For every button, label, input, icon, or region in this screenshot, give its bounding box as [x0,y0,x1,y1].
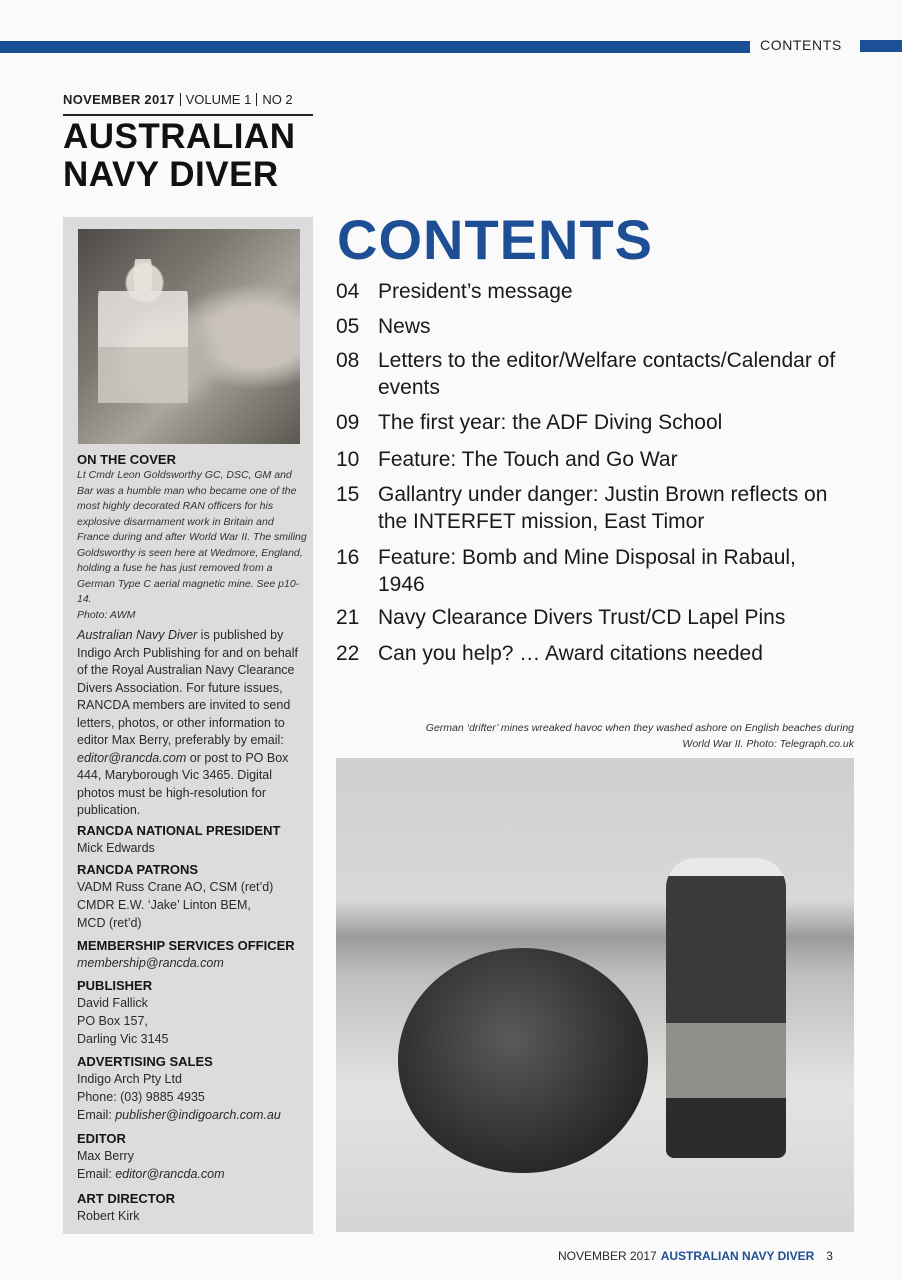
cover-text [77,468,307,623]
toc-item[interactable] [336,604,856,631]
toc-title: President’s message [378,280,573,303]
masthead-line-2: NAVY DIVER [63,155,279,194]
president-section [77,822,307,857]
photo-caption-line-2: World War II. Photo: Telegraph.co.uk [682,737,854,750]
toc-title: Gallantry under danger: Justin Brown reflects on the INTERFET mission, East Timor [378,483,828,533]
membership-email-link[interactable]: membership@rancda.com [77,956,224,970]
top-rule-right [860,40,902,52]
publication-text-2: or post to PO Box 444, Maryborough Vic 3465. Digital photos must be high-resolution for publication. [77,750,289,817]
cover-heading: ON THE COVER [77,452,176,467]
art-director-section [77,1190,307,1225]
toc-item[interactable] [336,278,856,305]
president-heading: RANCDA NATIONAL PRESIDENT [77,823,281,838]
toc-title: Navy Clearance Divers Trust/CD Lapel Pins [378,606,786,629]
editor-name: Max Berry [77,1149,134,1163]
patron-2-cont: MCD (ret’d) [77,916,142,930]
ads-section [77,1053,307,1124]
officer-figure [666,858,786,1158]
ads-email-label: Email: [77,1108,112,1122]
toc-item[interactable] [336,347,856,401]
ads-heading: ADVERTISING SALES [77,1054,213,1069]
toc-page-number: 10 [336,448,360,471]
ads-company: Indigo Arch Pty Ltd [77,1072,182,1086]
issue-date: NOVEMBER 2017 [63,92,175,107]
toc-title: Letters to the editor/Welfare contacts/Calendar of events [378,349,836,399]
ads-email-row [77,1106,307,1124]
section-label: CONTENTS [760,37,842,53]
publisher-address-1: PO Box 157, [77,1014,148,1028]
president-name: Mick Edwards [77,841,155,855]
toc-page-number: 16 [336,546,360,569]
issue-volume: VOLUME 1 [185,92,252,107]
publisher-name: David Fallick [77,996,148,1010]
footer-title: AUSTRALIAN NAVY DIVER [660,1249,815,1263]
toc-item[interactable] [336,409,856,436]
publication-text: is published by Indigo Arch Publishing for and on behalf of the Royal Australian Navy Clearance Divers Association. For future issues, RANCDA members are invited to send letters, photos, or other information to editor Max Berry, preferably by email: [77,628,298,747]
art-director-name: Robert Kirk [77,1209,140,1223]
page-number: 3 [826,1249,833,1263]
divider [256,93,257,106]
contents-title: CONTENTS [337,208,653,271]
toc-page-number: 09 [336,411,360,434]
toc-page-number: 22 [336,642,360,665]
publisher-section [77,977,307,1048]
toc-page-number: 15 [336,483,360,506]
toc-page-number: 05 [336,315,360,338]
editor-email-link[interactable]: editor@rancda.com [115,1167,225,1181]
cover-section [77,451,307,623]
divider [180,93,181,106]
cover-credit: Photo: AWM [77,608,136,621]
toc-item[interactable] [336,313,856,340]
toc-page-number: 21 [336,606,360,629]
toc-title: Can you help? … Award citations needed [378,642,763,665]
cover-photo [78,229,300,444]
toc-title: News [378,315,431,338]
toc-title: Feature: Bomb and Mine Disposal in Rabaul, 1946 [378,546,796,596]
footer-date: NOVEMBER 2017 [558,1249,657,1263]
art-director-heading: ART DIRECTOR [77,1191,175,1206]
sea-mine-figure [398,948,648,1173]
editor-section [77,1130,307,1183]
issue-line [63,92,293,107]
publication-email-link[interactable]: editor@rancda.com [77,750,187,765]
cover-photo-figure [98,259,188,419]
publication-title: Australian Navy Diver [77,628,198,642]
publication-info [77,627,307,820]
toc-page-number: 04 [336,280,360,303]
top-rule-left [0,41,750,53]
toc-item[interactable] [336,446,856,473]
toc-item[interactable] [336,544,856,598]
toc-title: The first year: the ADF Diving School [378,411,723,434]
toc-title: Feature: The Touch and Go War [378,448,678,471]
masthead-rule [63,114,313,116]
membership-heading: MEMBERSHIP SERVICES OFFICER [77,938,295,953]
main-photo [336,758,854,1232]
page-footer [558,1249,833,1263]
patrons-heading: RANCDA PATRONS [77,862,199,877]
patron-1: VADM Russ Crane AO, CSM (ret’d) [77,880,274,894]
cover-description: Lt Cmdr Leon Goldsworthy GC, DSC, GM and Bar was a humble man who became one of the most highly decorated RAN officers for his explosive disarmament work in Britain and France during and after World War II. The smiling Goldsworthy is seen here at Wedmore, England, holding a fuse he has just removed from a German Type C aerial magnetic mine. See p10-14. [77,469,307,605]
ads-email-link[interactable]: publisher@indigoarch.com.au [115,1108,281,1122]
sidebar [63,217,313,1234]
ads-phone: Phone: (03) 9885 4935 [77,1090,205,1104]
masthead-line-1: AUSTRALIAN [63,117,296,156]
patrons-section [77,861,307,932]
publisher-address-2: Darling Vic 3145 [77,1032,169,1046]
editor-email-row [77,1165,307,1183]
toc-item[interactable] [336,481,856,535]
editor-heading: EDITOR [77,1131,126,1146]
patron-2: CMDR E.W. ‘Jake’ Linton BEM, [77,898,251,912]
photo-caption [340,721,854,752]
publisher-heading: PUBLISHER [77,978,153,993]
issue-number: NO 2 [262,92,293,107]
masthead [63,118,295,194]
membership-section [77,937,307,972]
toc-item[interactable] [336,640,856,667]
photo-caption-line-1: German ‘drifter’ mines wreaked havoc when they washed ashore on English beaches during [425,722,854,734]
toc-page-number: 08 [336,349,360,372]
editor-email-label: Email: [77,1167,112,1181]
